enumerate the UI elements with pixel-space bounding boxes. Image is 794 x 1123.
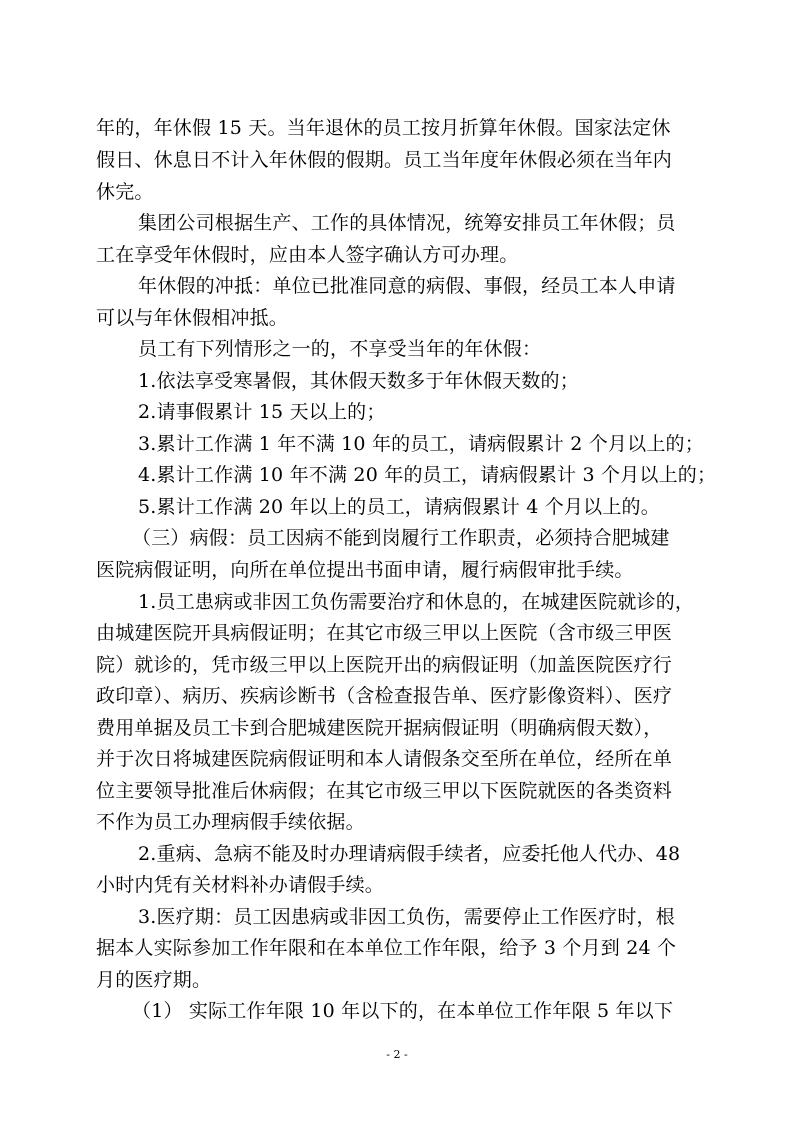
list-item: 1.依法享受寒暑假，其休假天数多于年休假天数的； (138, 370, 579, 392)
text-line: 休完。 (96, 181, 154, 203)
text-line: 假日、休息日不计入年休假的假期。员工当年度年休假必须在当年内 (96, 149, 673, 171)
text-line: 年休假的冲抵：单位已批准同意的病假、事假，经员工本人申请 (138, 275, 676, 297)
text-line: 集团公司根据生产、工作的具体情况，统筹安排员工年休假；员 (138, 212, 676, 234)
text-line: 不作为员工办理病假手续依据。 (96, 811, 365, 833)
text-line: 政印章）、病历、疾病诊断书（含检查报告单、医疗影像资料）、医疗 (96, 685, 673, 707)
section-heading-line: （三）病假：员工因病不能到岗履行工作职责，必须持合肥城建 (132, 527, 670, 549)
text-line: 可以与年休假相冲抵。 (96, 307, 289, 329)
list-item: 1.员工患病或非因工负伤需要治疗和休息的，在城建医院就诊的， (138, 591, 695, 613)
text-line: 院）就诊的，凭市级三甲以上医院开出的病假证明（加盖医院医疗行 (96, 654, 673, 676)
list-item: 3.医疗期：员工因患病或非因工负伤，需要停止工作医疗时，根 (138, 906, 675, 928)
text-line: 据本人实际参加工作年限和在本单位工作年限，给予 3 个月到 24 个 (96, 937, 677, 959)
list-item: 4.累计工作满 10 年不满 20 年的员工，请病假累计 3 个月以上的； (138, 464, 717, 486)
text-line: 位主要领导批准后休病假；在其它市级三甲以下医院就医的各类资料 (96, 780, 673, 802)
list-item: 2.重病、急病不能及时办理请病假手续者，应委托他人代办、48 (138, 843, 681, 865)
list-item: 3.累计工作满 1 年不满 10 年的员工，请病假累计 2 个月以上的； (138, 433, 704, 455)
text-line: 工在享受年休假时，应由本人签字确认方可办理。 (96, 244, 519, 266)
page-number: - 2 - (386, 1048, 408, 1061)
text-line: 年的，年休假 15 天。当年退休的员工按月折算年休假。国家法定休 (96, 117, 671, 139)
sub-item-line: （1） 实际工作年限 10 年以下的，在本单位工作年限 5 年以下 (132, 1000, 674, 1022)
text-line: 医院病假证明，向所在单位提出书面申请，履行病假审批手续。 (96, 559, 634, 581)
text-line: 员工有下列情形之一的，不享受当年的年休假： (138, 338, 542, 360)
list-item: 2.请事假累计 15 天以上的； (138, 401, 386, 423)
list-item: 5.累计工作满 20 年以上的员工，请病假累计 4 个月以上的。 (138, 496, 660, 518)
text-line: 月的医疗期。 (96, 969, 212, 991)
text-line: 小时内凭有关材料补办请假手续。 (96, 874, 385, 896)
text-line: 费用单据及员工卡到合肥城建医院开据病假证明（明确病假天数）， (96, 717, 663, 739)
text-line: 并于次日将城建医院病假证明和本人请假条交至所在单位，经所在单 (96, 748, 673, 770)
text-line: 由城建医院开具病假证明；在其它市级三甲以上医院（含市级三甲医 (96, 622, 673, 644)
